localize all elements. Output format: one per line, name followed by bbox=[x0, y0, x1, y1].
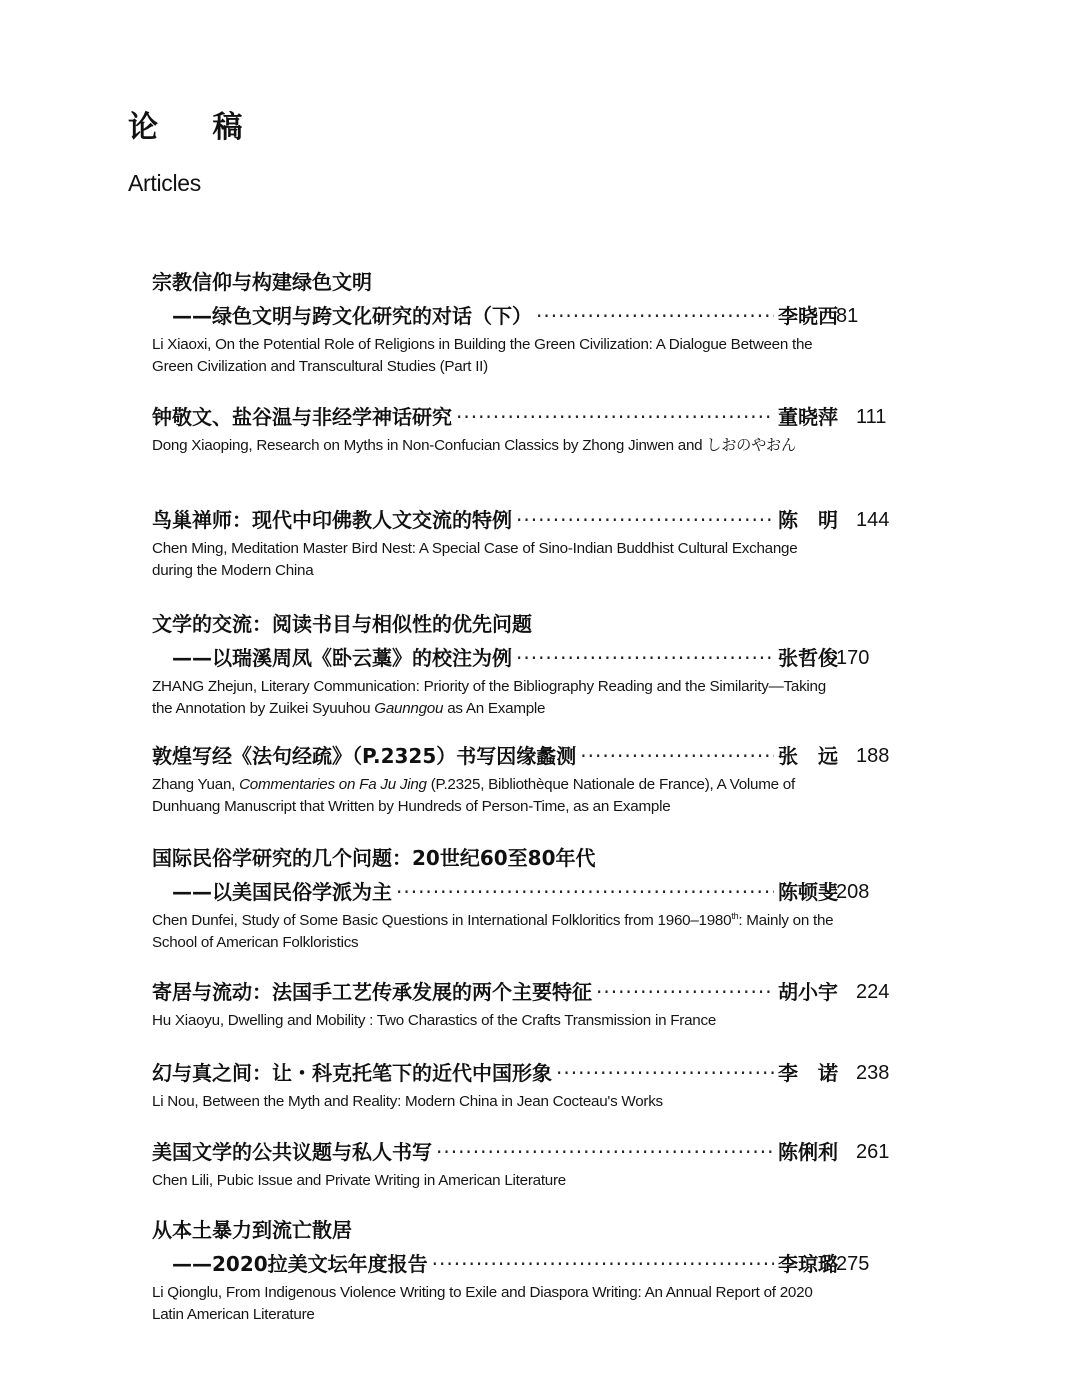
entry-author: 陈顿斐 bbox=[778, 880, 838, 904]
entry-title-zh: 寄居与流动：法国手工艺传承发展的两个主要特征 bbox=[152, 980, 592, 1004]
entry-title-en: Li Nou, Between the Myth and Reality: Modern China in Jean Cocteau's Works bbox=[152, 1093, 663, 1110]
entry-title-line bbox=[152, 975, 900, 1009]
entry-title-line bbox=[152, 503, 900, 537]
entry-subtitle-line bbox=[152, 875, 900, 909]
entry-subtitle-zh: ——2020拉美文坛年度报告 bbox=[172, 1252, 428, 1276]
entry-title-en: Chen Lili, Pubic Issue and Private Writing in American Literature bbox=[152, 1172, 566, 1189]
entry-author: 胡小宇 bbox=[778, 980, 838, 1004]
entry-page-number: 224 bbox=[856, 981, 890, 1003]
section-title-zh: 论 稿 bbox=[128, 110, 265, 145]
leader-dots bbox=[432, 1247, 774, 1281]
entry-title-line bbox=[152, 400, 900, 434]
entry-title-en: Hu Xiaoyu, Dwelling and Mobility : Two Charastics of the Crafts Transmission in France bbox=[152, 1012, 717, 1029]
entry-subtitle-line bbox=[152, 299, 900, 333]
entry-author: 张哲俊 bbox=[778, 646, 838, 670]
leader-dots bbox=[436, 1135, 774, 1169]
entry-author: 董晓萍 bbox=[778, 405, 838, 429]
section-header bbox=[128, 108, 264, 198]
entry-subtitle-line bbox=[152, 641, 900, 675]
leader-dots bbox=[516, 503, 774, 537]
entry-title-en: Chen Ming, Meditation Master Bird Nest: A Special Case of Sino-Indian Buddhist Cultural Exchange during the Modern China bbox=[152, 540, 798, 579]
entry-title-en: Li Qionglu, From Indigenous Violence Writing to Exile and Diaspora Writing: An Annual Report of 2020 Latin American Literature bbox=[152, 1284, 813, 1323]
entry-title-line bbox=[152, 1135, 900, 1169]
entry-page-number: 261 bbox=[856, 1141, 890, 1163]
entry-title-zh: 国际民俗学研究的几个问题：20世纪60至80年代 bbox=[152, 846, 596, 870]
leader-dots bbox=[536, 299, 774, 333]
leader-dots bbox=[396, 875, 774, 909]
entry-page-number: 111 bbox=[856, 406, 887, 428]
toc-entry[interactable] bbox=[152, 841, 900, 953]
entry-author: 陈 明 bbox=[778, 508, 838, 532]
entry-title-zh: 钟敬文、盐谷温与非经学神话研究 bbox=[152, 405, 452, 429]
toc-entry[interactable] bbox=[152, 1135, 900, 1192]
entry-title-line bbox=[152, 1056, 900, 1090]
entry-title-en: ZHANG Zhejun, Literary Communication: Priority of the Bibliography Reading and the Similarity—Taking the Annotation by Zuikei Syuuhou Gaunngou as An Example bbox=[152, 678, 826, 717]
entry-author: 陈俐利 bbox=[778, 1140, 838, 1164]
leader-dots bbox=[516, 641, 774, 675]
entry-page-number: 144 bbox=[856, 509, 890, 531]
entry-subtitle-zh: ——绿色文明与跨文化研究的对话（下） bbox=[172, 304, 532, 328]
entry-subtitle-line bbox=[152, 1247, 900, 1281]
entry-page-number: 208 bbox=[836, 881, 870, 903]
leader-dots bbox=[580, 739, 774, 773]
entry-subtitle-zh: ——以瑞溪周凤《卧云藁》的校注为例 bbox=[172, 646, 512, 670]
entry-page-number: 188 bbox=[856, 745, 890, 767]
entry-title-zh: 从本土暴力到流亡散居 bbox=[152, 1218, 352, 1242]
toc-entry[interactable] bbox=[152, 739, 900, 817]
toc-entry[interactable] bbox=[152, 503, 900, 581]
entry-title-zh: 文学的交流：阅读书目与相似性的优先问题 bbox=[152, 612, 532, 636]
leader-dots bbox=[456, 400, 774, 434]
toc-entry[interactable] bbox=[152, 1213, 900, 1325]
entry-author: 李琼璐 bbox=[778, 1252, 838, 1276]
entry-title-zh: 美国文学的公共议题与私人书写 bbox=[152, 1140, 432, 1164]
entry-title-en: Zhang Yuan, Commentaries on Fa Ju Jing (P.2325, Bibliothèque Nationale de France), A Volume of Dunhuang Manuscript that Written by Hundreds of Person-Time, as an Example bbox=[152, 776, 795, 815]
entry-author: 张 远 bbox=[778, 744, 838, 768]
section-title-en: Articles bbox=[128, 170, 202, 196]
toc-entry[interactable] bbox=[152, 265, 900, 377]
entry-title-zh: 宗教信仰与构建绿色文明 bbox=[152, 270, 372, 294]
entry-page-number: 275 bbox=[836, 1253, 870, 1275]
entry-title-en: Chen Dunfei, Study of Some Basic Questions in International Folkloritics from 1960–1980th: Mainly on the School of American Folkloristics bbox=[152, 910, 834, 951]
entry-page-number: 170 bbox=[836, 647, 870, 669]
toc-entry[interactable] bbox=[152, 400, 900, 457]
entry-title-zh: 幻与真之间：让・科克托笔下的近代中国形象 bbox=[152, 1061, 552, 1085]
toc-entry[interactable] bbox=[152, 607, 900, 719]
entry-title-en: Dong Xiaoping, Research on Myths in Non-Confucian Classics by Zhong Jinwen and しおのやおん bbox=[152, 437, 796, 454]
entry-title-en: Li Xiaoxi, On the Potential Role of Religions in Building the Green Civilization: A Dialogue Between the Green Civilization and Transcultural Studies (Part II) bbox=[152, 336, 813, 375]
entry-title-line bbox=[152, 739, 900, 773]
entry-author: 李晓西 bbox=[778, 304, 838, 328]
leader-dots bbox=[556, 1056, 774, 1090]
entry-page-number: 81 bbox=[836, 305, 859, 327]
entry-subtitle-zh: ——以美国民俗学派为主 bbox=[172, 880, 392, 904]
entry-title-zh: 敦煌写经《法句经疏》（P.2325）书写因缘蠡测 bbox=[152, 744, 577, 768]
entry-page-number: 238 bbox=[856, 1062, 890, 1084]
toc-entry[interactable] bbox=[152, 975, 900, 1032]
entry-author: 李 诺 bbox=[778, 1061, 838, 1085]
entry-title-zh: 鸟巢禅师：现代中印佛教人文交流的特例 bbox=[152, 508, 512, 532]
leader-dots bbox=[596, 975, 774, 1009]
toc-entry[interactable] bbox=[152, 1056, 900, 1113]
